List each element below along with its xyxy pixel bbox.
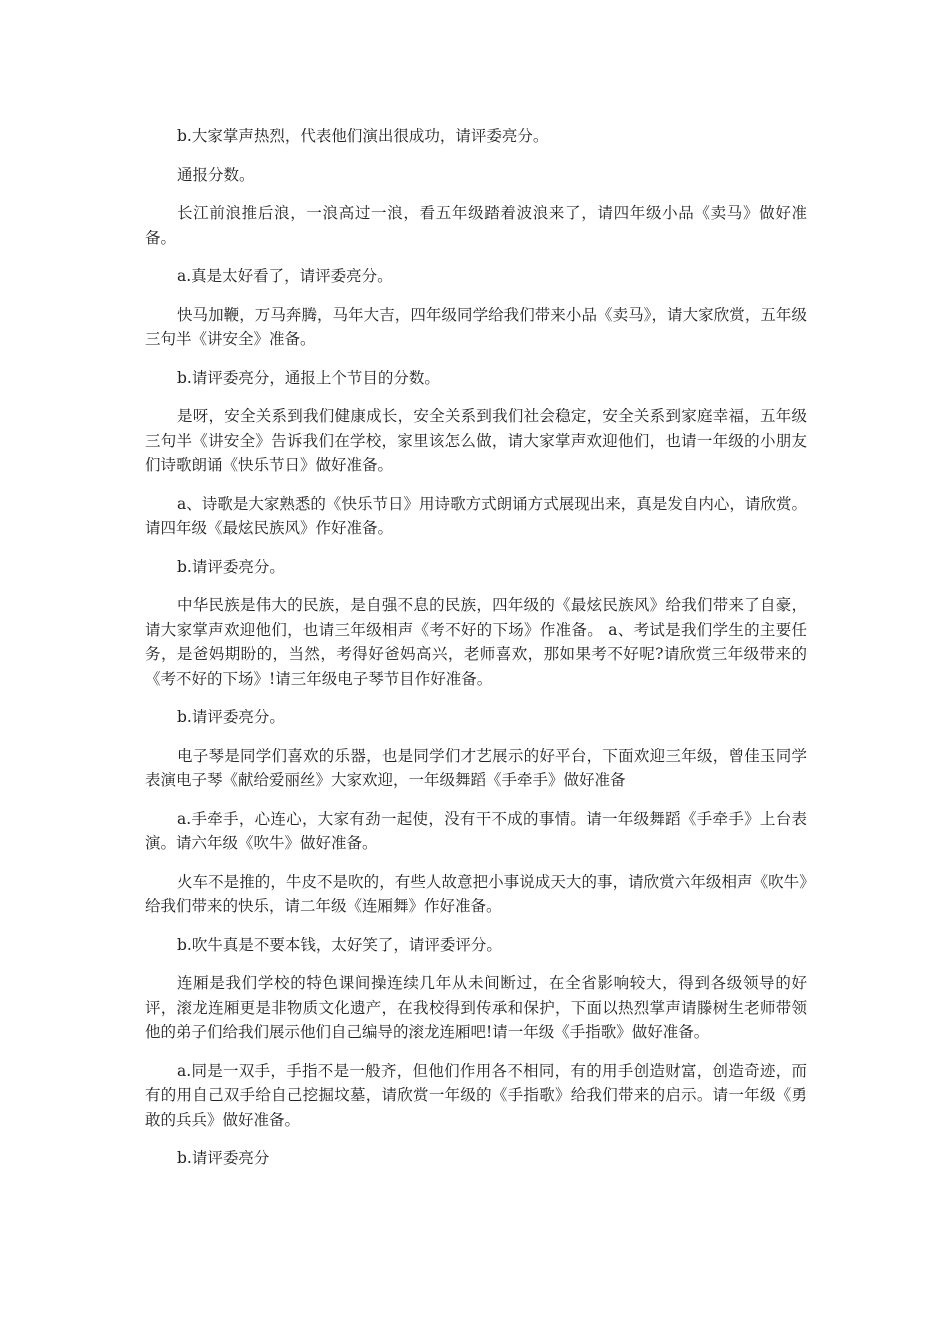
paragraph: a.手牵手，心连心，大家有劲一起使，没有干不成的事情。请一年级舞蹈《手牵手》上台表演。请六年级《吹牛》做好准备。	[145, 809, 807, 852]
paragraph: b.请评委亮分，通报上个节目的分数。	[177, 368, 440, 387]
paragraph: a、诗歌是大家熟悉的《快乐节日》用诗歌方式朗诵方式展现出来，真是发自内心，请欣赏。请四年级《最炫民族风》作好准备。	[145, 494, 807, 537]
paragraph: 中华民族是伟大的民族，是自强不息的民族，四年级的《最炫民族风》给我们带来了自豪，请大家掌声欢迎他们，也请三年级相声《考不好的下场》作准备。 a、考试是我们学生的主要任务，是爸妈期盼的，当然，考得好爸妈高兴，老师喜欢，那如果考不好呢?请欣赏三年级带来的《考不好的下场》!请三年级电子琴节目作好准备。	[145, 596, 807, 688]
paragraph: 是呀，安全关系到我们健康成长，安全关系到我们社会稳定，安全关系到家庭幸福，五年级三句半《讲安全》告诉我们在学校，家里该怎么做，请大家掌声欢迎他们，也请一年级的小朋友们诗歌朗诵《快乐节日》做好准备。	[145, 407, 807, 474]
paragraph: a.真是太好看了，请评委亮分。	[177, 267, 393, 285]
paragraph: a.同是一双手，手指不是一般齐，但他们作用各不相同，有的用手创造财富，创造奇迹，而有的用自己双手给自己挖掘坟墓，请欣赏一年级的《手指歌》给我们带来的启示。请一年级《勇敢的兵兵》做好准备。	[145, 1061, 807, 1129]
document-body	[145, 124, 807, 1185]
paragraph: 火车不是推的，牛皮不是吹的，有些人故意把小事说成天大的事，请欣赏六年级相声《吹牛》给我们带来的快乐，请二年级《连厢舞》作好准备。	[145, 872, 807, 915]
paragraph: b.吹牛真是不要本钱，太好笑了，请评委评分。	[177, 935, 502, 954]
paragraph: b.请评委亮分。	[177, 557, 285, 576]
paragraph: b.请评委亮分	[177, 1149, 270, 1167]
paragraph: 长江前浪推后浪，一浪高过一浪，看五年级踏着波浪来了，请四年级小品《卖马》做好准备。	[145, 204, 807, 247]
paragraph: 电子琴是同学们喜欢的乐器，也是同学们才艺展示的好平台，下面欢迎三年级，曾佳玉同学表演电子琴《献给爱丽丝》大家欢迎，一年级舞蹈《手牵手》做好准备	[145, 746, 807, 789]
paragraph: 连厢是我们学校的特色课间操连续几年从未间断过，在全省影响较大，得到各级领导的好评，滚龙连厢更是非物质文化遗产，在我校得到传承和保护，下面以热烈掌声请滕树生老师带领他的弟子们给我们展示他们自己编导的滚龙连厢吧!请一年级《手指歌》做好准备。	[145, 974, 807, 1041]
paragraph: 快马加鞭，万马奔腾，马年大吉，四年级同学给我们带来小品《卖马》，请大家欣赏，五年级三句半《讲安全》准备。	[145, 305, 807, 348]
paragraph: b.请评委亮分。	[177, 708, 285, 726]
paragraph: b.大家掌声热烈，代表他们演出很成功，请评委亮分。	[177, 127, 549, 145]
paragraph: 通报分数。	[177, 165, 255, 184]
